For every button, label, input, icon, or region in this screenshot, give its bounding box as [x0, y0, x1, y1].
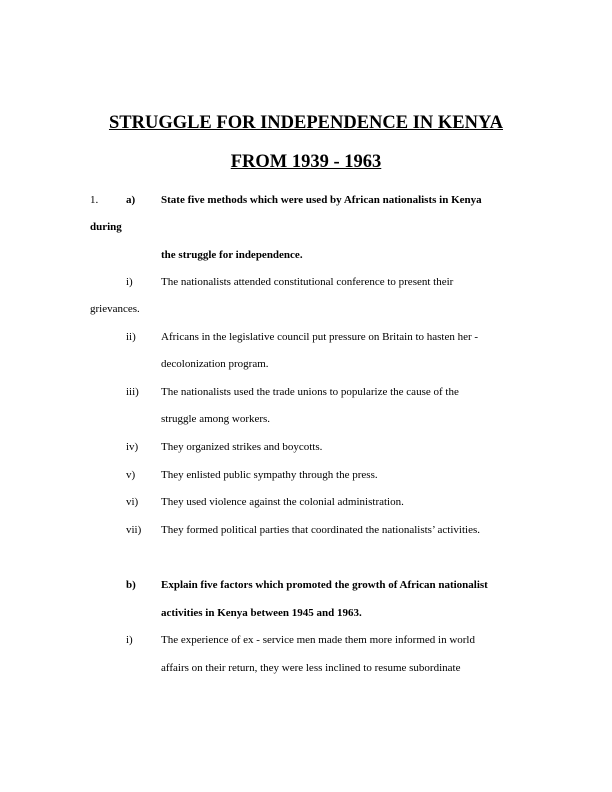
question-number: 1.: [90, 194, 99, 206]
answer-text: They formed political parties that coordinated the nationalists’ activities.: [161, 524, 480, 536]
answer-number: vii): [126, 524, 142, 536]
part-b-question-line2: activities in Kenya between 1945 and 1963.: [161, 607, 362, 619]
answer-number: i): [126, 634, 133, 646]
answer-text-continued: grievances.: [90, 303, 140, 315]
answer-text: The nationalists used the trade unions to popularize the cause of the: [161, 386, 459, 398]
document-title-line2: FROM 1939 - 1963: [230, 152, 382, 172]
part-a-question-line2: during: [90, 221, 122, 233]
answer-number: iv): [126, 441, 139, 453]
part-b-question-line1: Explain five factors which promoted the growth of African nationalist: [161, 579, 488, 591]
answer-text: The experience of ex - service men made them more informed in world: [161, 634, 475, 646]
part-a-label: a): [126, 194, 136, 206]
part-a-question-line1: State five methods which were used by African nationalists in Kenya: [161, 194, 482, 206]
answer-number: ii): [126, 331, 136, 343]
answer-text-continued: affairs on their return, they were less inclined to resume subordinate: [161, 662, 461, 674]
document-title-line1: STRUGGLE FOR INDEPENDENCE IN KENYA: [108, 113, 504, 133]
answer-number: vi): [126, 496, 139, 508]
part-b-label: b): [126, 579, 136, 591]
answer-number: i): [126, 276, 133, 288]
answer-text: They organized strikes and boycotts.: [161, 441, 323, 453]
answer-number: iii): [126, 386, 139, 398]
part-a-question-line3: the struggle for independence.: [161, 249, 303, 261]
answer-text-continued: decolonization program.: [161, 358, 269, 370]
answer-text: Africans in the legislative council put pressure on Britain to hasten her -: [161, 331, 479, 343]
answer-text: They enlisted public sympathy through the press.: [161, 469, 378, 481]
answer-text: The nationalists attended constitutional conference to present their: [161, 276, 454, 288]
answer-text-continued: struggle among workers.: [161, 413, 271, 425]
answer-text: They used violence against the colonial administration.: [161, 496, 404, 508]
answer-number: v): [126, 469, 136, 481]
